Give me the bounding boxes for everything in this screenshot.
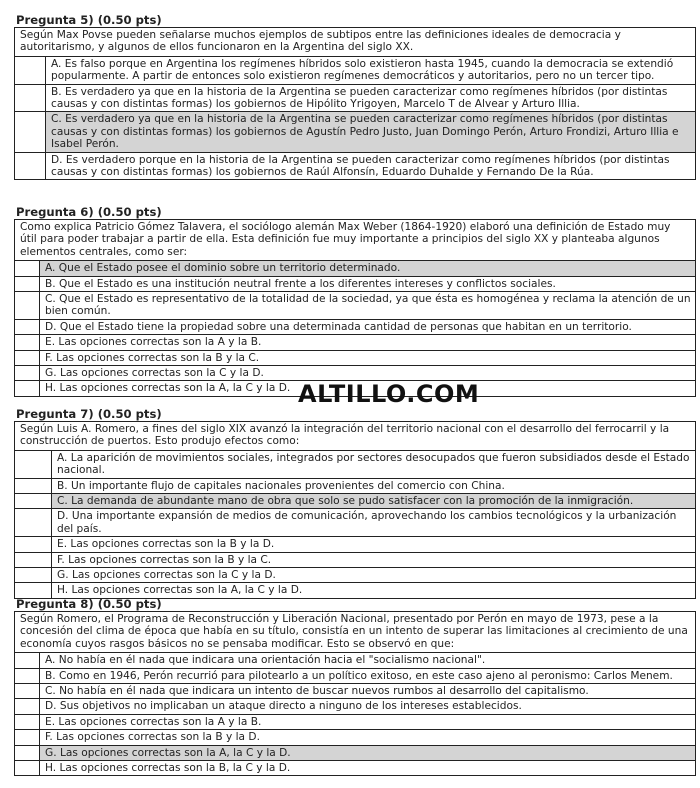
question-stem: Como explica Patricio Gómez Talavera, el sociólogo alemán Max Weber (1864-1920) elaboró una definición de Estado muy útil para poder trabajar a partir de ella. Esta definición fue muy importante a principios del siglo XX y planteaba algunos elementos centrales, como ser: [15, 220, 695, 261]
question-table [14, 611, 696, 776]
question-8 [14, 598, 696, 776]
option-d[interactable]: D. Es verdadero porque en la historia de la Argentina se pueden caracterizar como regímenes híbridos (por distintas causas y con distintas formas) los gobiernos de Raúl Alfonsín, Eduardo Duhalde y Fernando De la Rúa. [15, 153, 695, 181]
option-e[interactable]: E. Las opciones correctas son la A y la B. [15, 715, 695, 730]
watermark-logo: ALTILLO.COM [298, 380, 480, 408]
option-e[interactable]: E. Las opciones correctas son la A y la B. [15, 335, 695, 350]
question-table [14, 219, 696, 397]
option-f[interactable]: F. Las opciones correctas son la B y la D. [15, 730, 695, 745]
question-title: Pregunta 7) (0.50 pts) [16, 407, 162, 421]
question-title: Pregunta 8) (0.50 pts) [16, 597, 162, 611]
option-a[interactable]: A. La aparición de movimientos sociales, integrados por sectores desocupados que fueron subsidiados desde el Estado nacional. [15, 451, 695, 479]
question-stem: Según Luis A. Romero, a fines del siglo XIX avanzó la integración del territorio nacional con el desarrollo del ferrocarril y la construcción de puertos. Esto produjo efectos como: [15, 422, 695, 451]
option-h[interactable]: H. Las opciones correctas son la B, la C y la D. [15, 761, 695, 776]
option-c[interactable]: C. Es verdadero ya que en la historia de la Argentina se pueden caracterizar como regímenes híbridos (por distintas causas y con distintas formas) los gobiernos de Agustín Pedro Justo, Juan Domingo Perón, Arturo Frondizi, Arturo Illia e Isabel Perón. [15, 112, 695, 152]
option-d[interactable]: D. Que el Estado tiene la propiedad sobre una determinada cantidad de personas que habitan en un territorio. [15, 320, 695, 335]
option-g[interactable]: G. Las opciones correctas son la A, la C y la D. [15, 746, 695, 761]
question-title: Pregunta 5) (0.50 pts) [16, 13, 162, 27]
option-a[interactable]: A. Es falso porque en Argentina los regímenes híbridos solo existieron hasta 1945, cuando la democracia se extendió popularmente. A partir de entonces solo existieron regímenes democráticos y autoritarios, pero no un tercer tipo. [15, 57, 695, 85]
question-stem: Según Romero, el Programa de Reconstrucción y Liberación Nacional, presentado por Perón en mayo de 1973, pese a la concesión del clima de época que había en su título, consistía en un intento de superar las limitaciones al crecimiento de una economía cuyos rasgos básicos no se pensaba modificar. Esto se observó en que: [15, 612, 695, 653]
option-b[interactable]: B. Como en 1946, Perón recurrió para pilotearlo a un político exitoso, en este caso ajeno al peronismo: Carlos Menem. [15, 669, 695, 684]
option-d[interactable]: D. Sus objetivos no implicaban un ataque directo a ninguno de los intereses establecidos. [15, 699, 695, 714]
option-h[interactable]: H. Las opciones correctas son la A, la C y la D. [15, 583, 695, 598]
option-d[interactable]: D. Una importante expansión de medios de comunicación, aprovechando los cambios tecnológicos y la urbanización del país. [15, 509, 695, 537]
option-c[interactable]: C. Que el Estado es representativo de la totalidad de la sociedad, ya que ésta es homogénea y reclama la atención de un bien común. [15, 292, 695, 320]
question-7 [14, 408, 696, 599]
option-a[interactable]: A. Que el Estado posee el dominio sobre un territorio determinado. [15, 261, 695, 276]
option-f[interactable]: F. Las opciones correctas son la B y la C. [15, 351, 695, 366]
question-5 [14, 14, 696, 180]
question-table [14, 421, 696, 599]
option-h[interactable]: H. Las opciones correctas son la A, la C y la D. [15, 381, 695, 396]
option-c[interactable]: C. La demanda de abundante mano de obra que solo se pudo satisfacer con la promoción de la inmigración. [15, 494, 695, 509]
option-g[interactable]: G. Las opciones correctas son la C y la D. [15, 366, 695, 381]
option-g[interactable]: G. Las opciones correctas son la C y la D. [15, 568, 695, 583]
question-table [14, 27, 696, 180]
option-b[interactable]: B. Un importante flujo de capitales nacionales provenientes del comercio con China. [15, 479, 695, 494]
option-b[interactable]: B. Es verdadero ya que en la historia de la Argentina se pueden caracterizar como regímenes híbridos (por distintas causas y con distintas formas) los gobiernos de Hipólito Yrigoyen, Marcelo T de Alvear y Arturo Illia. [15, 85, 695, 113]
question-stem: Según Max Povse pueden señalarse muchos ejemplos de subtipos entre las definiciones ideales de democracia y autoritarismo, y algunos de ellos funcionaron en la Argentina del siglo XX. [15, 28, 695, 57]
option-f[interactable]: F. Las opciones correctas son la B y la C. [15, 553, 695, 568]
option-a[interactable]: A. No había en él nada que indicara una orientación hacia el "socialismo nacional". [15, 653, 695, 668]
question-6 [14, 206, 696, 397]
option-e[interactable]: E. Las opciones correctas son la B y la D. [15, 537, 695, 552]
option-c[interactable]: C. No había en él nada que indicara un intento de buscar nuevos rumbos al desarrollo del capitalismo. [15, 684, 695, 699]
option-b[interactable]: B. Que el Estado es una institución neutral frente a los diferentes intereses y conflictos sociales. [15, 277, 695, 292]
question-title: Pregunta 6) (0.50 pts) [16, 205, 162, 219]
